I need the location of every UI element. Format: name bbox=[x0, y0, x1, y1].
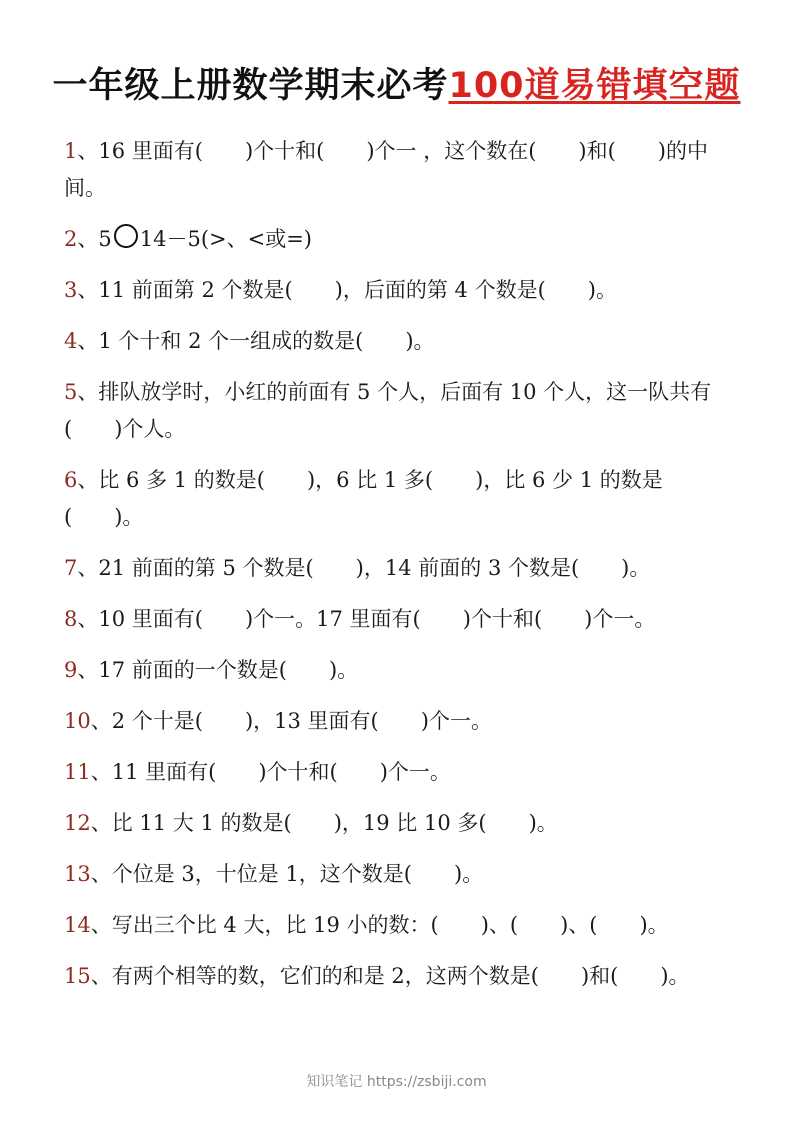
question-item bbox=[64, 856, 734, 893]
question-item bbox=[64, 958, 734, 995]
question-text: 、1 个十和 2 个一组成的数是( )。 bbox=[77, 329, 435, 353]
question-item bbox=[64, 374, 734, 448]
question-item bbox=[64, 323, 734, 360]
question-list bbox=[64, 133, 734, 1009]
question-text-before: 、5 bbox=[77, 227, 112, 251]
question-number: 7 bbox=[64, 556, 78, 580]
compare-circle-icon bbox=[114, 224, 138, 248]
question-number: 4 bbox=[64, 329, 78, 353]
question-number: 8 bbox=[64, 607, 78, 631]
footer-watermark[interactable]: 知识笔记 https://zsbiji.com bbox=[306, 1074, 487, 1090]
question-text: 、21 前面的第 5 个数是( )，14 前面的 3 个数是( )。 bbox=[77, 556, 651, 580]
question-text: 、写出三个比 4 大，比 19 小的数：( )、( )、( )。 bbox=[90, 913, 669, 937]
question-item bbox=[64, 272, 734, 309]
question-item bbox=[64, 221, 734, 258]
question-text: 、个位是 3，十位是 1，这个数是( )。 bbox=[90, 862, 484, 886]
question-number: 1 bbox=[64, 139, 78, 163]
title-highlight: 100道易错填空题 bbox=[448, 66, 741, 106]
question-text: 、17 前面的一个数是( )。 bbox=[77, 658, 359, 682]
question-number: 13 bbox=[64, 862, 91, 886]
question-text: 、比 6 多 1 的数是( )，6 比 1 多( )，比 6 少 1 的数是( )。 bbox=[64, 468, 663, 529]
question-item bbox=[64, 133, 734, 207]
question-text: 、16 里面有( )个十和( )个一 ，这个数在( )和( )的中间。 bbox=[64, 139, 708, 200]
question-text-after: 14－5(>、<或=) bbox=[139, 227, 313, 251]
question-number: 15 bbox=[64, 964, 91, 988]
question-item bbox=[64, 703, 734, 740]
question-number: 12 bbox=[64, 811, 91, 835]
question-text: 、比 11 大 1 的数是( )，19 比 10 多( )。 bbox=[90, 811, 558, 835]
question-number: 2 bbox=[64, 227, 78, 251]
question-item bbox=[64, 805, 734, 842]
question-number: 5 bbox=[64, 380, 78, 404]
question-number: 10 bbox=[64, 709, 91, 733]
page-title bbox=[0, 58, 793, 108]
question-text: 、11 里面有( )个十和( )个一。 bbox=[90, 760, 451, 784]
question-number: 6 bbox=[64, 468, 78, 492]
question-item bbox=[64, 652, 734, 689]
question-text: 、10 里面有( )个一。17 里面有( )个十和( )个一。 bbox=[77, 607, 656, 631]
question-item bbox=[64, 601, 734, 638]
question-text: 、排队放学时，小红的前面有 5 个人，后面有 10 个人，这一队共有( )个人。 bbox=[64, 380, 712, 441]
question-number: 11 bbox=[64, 760, 91, 784]
question-text: 、2 个十是( )，13 里面有( )个一。 bbox=[90, 709, 492, 733]
question-text: 、有两个相等的数，它们的和是 2，这两个数是( )和( )。 bbox=[90, 964, 690, 988]
question-number: 9 bbox=[64, 658, 78, 682]
question-item bbox=[64, 754, 734, 791]
question-number: 3 bbox=[64, 278, 78, 302]
question-item bbox=[64, 550, 734, 587]
question-item bbox=[64, 907, 734, 944]
question-number: 14 bbox=[64, 913, 91, 937]
question-item bbox=[64, 462, 734, 536]
title-main: 一年级上册数学期末必考 bbox=[52, 66, 449, 106]
question-text: 、11 前面第 2 个数是( )，后面的第 4 个数是( )。 bbox=[77, 278, 617, 302]
